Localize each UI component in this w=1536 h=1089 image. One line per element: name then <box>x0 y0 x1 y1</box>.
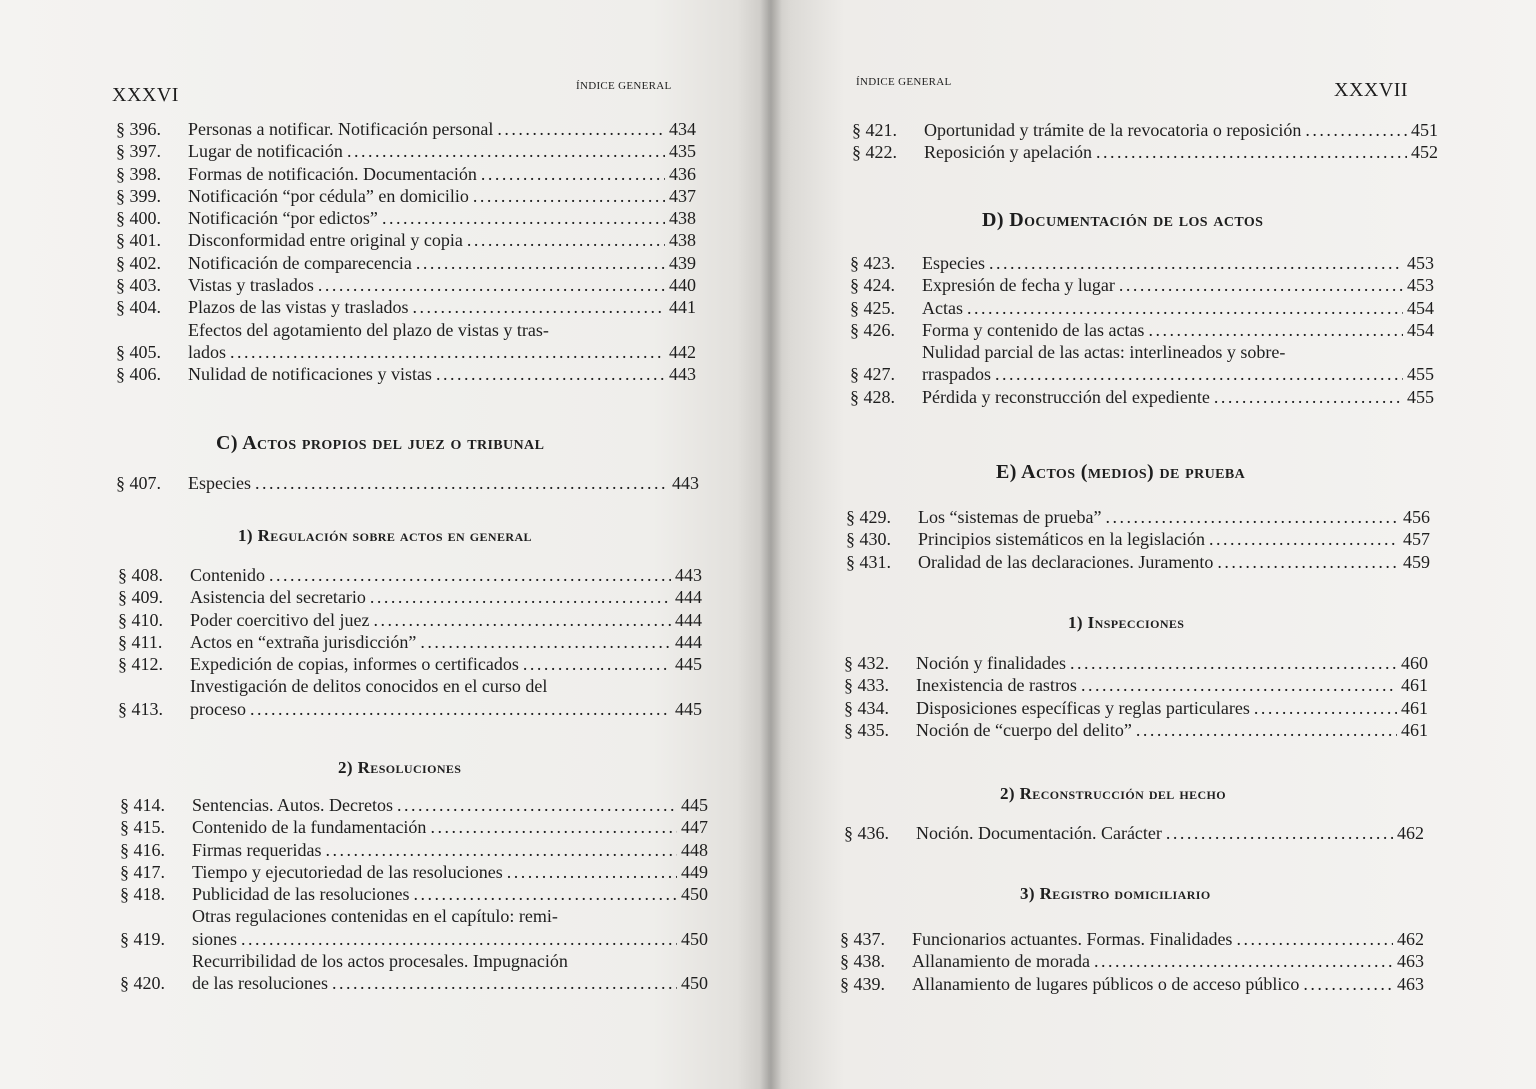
page-ref: 443 <box>675 565 702 585</box>
toc-entry <box>852 141 1438 163</box>
section-number: § 434. <box>844 697 889 718</box>
page-ref: 440 <box>669 275 696 296</box>
dot-leader <box>1303 973 1393 995</box>
entry-title-line: Efectos del agotamiento del plazo de vistas y tras- <box>188 319 549 340</box>
toc-group <box>118 564 702 720</box>
entry-title: siones <box>192 928 237 949</box>
toc-entry <box>116 319 696 364</box>
toc-entry <box>846 551 1430 573</box>
entry-title: Disposiciones específicas y reglas particulares <box>916 697 1250 718</box>
page-ref: 454 <box>1407 319 1434 340</box>
page-ref: 444 <box>675 631 702 652</box>
entry-title: lados <box>188 341 226 362</box>
dot-leader <box>1254 697 1397 719</box>
page-ref: 438 <box>669 208 696 229</box>
entry-title: Allanamiento de lugares públicos o de acceso público <box>912 973 1300 994</box>
entry-title: Principios sistemáticos en la legislación <box>918 529 1205 550</box>
page-ref: 445 <box>675 698 702 719</box>
dot-leader <box>250 698 671 720</box>
page-ref: 462 <box>1397 823 1424 843</box>
page-ref: 434 <box>669 119 696 139</box>
dot-leader <box>473 185 665 207</box>
page-ref: 460 <box>1401 653 1428 673</box>
entry-title: Oralidad de las declaraciones. Juramento <box>918 551 1214 572</box>
section-number: § 424. <box>850 275 895 296</box>
section-number: § 435. <box>844 719 889 740</box>
dot-leader <box>467 229 665 251</box>
entry-title: Publicidad de las resoluciones <box>192 884 410 905</box>
book-gutter <box>760 0 782 1089</box>
toc-entry <box>116 363 696 385</box>
toc-entry <box>120 794 708 816</box>
section-number: § 419. <box>120 928 165 949</box>
page-ref: 453 <box>1407 253 1434 273</box>
dot-leader <box>1094 950 1393 972</box>
section-number: § 417. <box>120 861 165 882</box>
toc-entry <box>118 609 702 631</box>
section-number: § 400. <box>116 208 161 229</box>
right-page <box>768 0 1536 1089</box>
entry-title: Expedición de copias, informes o certificados <box>190 654 519 675</box>
section-heading: E) Actos (medios) de prueba <box>996 461 1246 483</box>
dot-leader <box>269 564 671 586</box>
page-ref: 445 <box>675 654 702 675</box>
subsection-heading: 2) Resoluciones <box>338 758 462 777</box>
entry-title: Disconformidad entre original y copia <box>188 230 463 251</box>
dot-leader <box>1166 822 1393 844</box>
page-number: XXXVI <box>112 84 179 106</box>
entry-title: Contenido <box>190 565 265 585</box>
section-number: § 433. <box>844 675 889 696</box>
entry-title: Sentencias. Autos. Decretos <box>192 795 393 815</box>
page-ref: 447 <box>681 817 708 838</box>
section-number: § 399. <box>116 185 161 206</box>
page-ref: 461 <box>1401 697 1428 718</box>
page-ref: 437 <box>669 185 696 206</box>
toc-entry <box>118 586 702 608</box>
section-number: § 397. <box>116 141 161 162</box>
toc-entry <box>840 950 1424 972</box>
section-number: § 409. <box>118 587 163 608</box>
section-number: § 420. <box>120 973 165 994</box>
section-number: § 401. <box>116 230 161 251</box>
page-ref: 444 <box>675 609 702 630</box>
dot-leader <box>332 972 677 994</box>
toc-entry <box>118 564 702 586</box>
page-ref: 451 <box>1411 120 1438 140</box>
entry-title: Reposición y apelación <box>924 142 1092 163</box>
entry-title: Funcionarios actuantes. Formas. Finalidades <box>912 929 1233 949</box>
section-number: § 423. <box>850 253 895 273</box>
toc-group <box>852 119 1438 164</box>
dot-leader <box>989 252 1403 274</box>
toc-entry <box>116 118 696 140</box>
entry-title: Contenido de la fundamentación <box>192 817 427 838</box>
page-ref: 457 <box>1403 529 1430 550</box>
page-ref: 444 <box>675 587 702 608</box>
section-number: § 411. <box>118 631 163 652</box>
toc-entry <box>118 631 702 653</box>
page-ref: 442 <box>669 341 696 362</box>
dot-leader <box>347 140 665 162</box>
toc-entry <box>840 928 1424 950</box>
entry-title: Notificación “por cédula” en domicilio <box>188 185 469 206</box>
toc-entry <box>844 822 1424 844</box>
page-ref: 450 <box>681 928 708 949</box>
entry-title: Firmas requeridas <box>192 839 322 860</box>
subsection-heading: 3) Registro domiciliario <box>1020 884 1211 903</box>
section-number: § 429. <box>846 507 891 527</box>
subsection-heading: 1) Inspecciones <box>1068 613 1185 632</box>
section-number: § 427. <box>850 364 895 385</box>
section-number: § 398. <box>116 163 161 184</box>
toc-entry <box>120 883 708 905</box>
toc-group <box>844 652 1428 741</box>
dot-leader <box>967 297 1403 319</box>
dot-leader <box>1081 674 1397 696</box>
entry-title: Tiempo y ejecutoriedad de las resoluciones <box>192 861 503 882</box>
toc-entry <box>118 653 702 675</box>
dot-leader <box>255 472 668 494</box>
dot-leader <box>1119 274 1403 296</box>
section-number: § 402. <box>116 252 161 273</box>
page-ref: 459 <box>1403 551 1430 572</box>
page-ref: 436 <box>669 163 696 184</box>
page-ref: 452 <box>1411 142 1438 163</box>
page-ref: 461 <box>1401 675 1428 696</box>
subsection-heading: 1) Regulación sobre actos en general <box>238 526 532 545</box>
entry-title: Pérdida y reconstrucción del expediente <box>922 386 1210 407</box>
toc-entry <box>120 816 708 838</box>
subsection-heading: 2) Reconstrucción del hecho <box>1000 784 1227 803</box>
section-number: § 439. <box>840 973 885 994</box>
entry-title: Formas de notificación. Documentación <box>188 163 477 184</box>
dot-leader <box>1070 652 1397 674</box>
page-ref: 461 <box>1401 719 1428 740</box>
toc-entry <box>850 274 1434 296</box>
toc-entry <box>120 950 708 995</box>
dot-leader <box>497 118 665 140</box>
entry-title-line: Investigación de delitos conocidos en el curso del <box>190 676 548 697</box>
section-number: § 437. <box>840 929 885 949</box>
section-heading: C) Actos propios del juez o tribunal <box>216 432 545 454</box>
section-number: § 438. <box>840 951 885 972</box>
section-number: § 421. <box>852 120 897 140</box>
dot-leader <box>1136 719 1397 741</box>
dot-leader <box>230 341 665 363</box>
page-ref: 454 <box>1407 297 1434 318</box>
section-number: § 432. <box>844 653 889 673</box>
page-ref: 443 <box>669 364 696 385</box>
entry-title: Notificación de comparecencia <box>188 252 412 273</box>
page-ref: 438 <box>669 230 696 251</box>
toc-entry <box>116 229 696 251</box>
entry-title: Noción. Documentación. Carácter <box>916 823 1162 843</box>
entry-title: Forma y contenido de las actas <box>922 319 1145 340</box>
entry-title: Actos en “extraña jurisdicción” <box>190 631 417 652</box>
entry-title: Especies <box>188 473 251 493</box>
toc-group <box>120 794 708 995</box>
section-number: § 431. <box>846 551 891 572</box>
toc-entry <box>840 973 1424 995</box>
entry-title-line: Recurribilidad de los actos procesales. Impugnación <box>192 951 568 972</box>
section-number: § 408. <box>118 565 163 585</box>
dot-leader <box>420 631 671 653</box>
dot-leader <box>1236 928 1393 950</box>
dot-leader <box>523 653 671 675</box>
section-number: § 412. <box>118 654 163 675</box>
section-number: § 406. <box>116 364 161 385</box>
toc-entry <box>116 252 696 274</box>
page-ref: 445 <box>681 795 708 815</box>
dot-leader <box>995 363 1403 385</box>
entry-title: Nulidad de notificaciones y vistas <box>188 364 432 385</box>
toc-entry <box>852 119 1438 141</box>
toc-entry <box>846 528 1430 550</box>
page-ref: 453 <box>1407 275 1434 296</box>
running-head: ÍNDICE GENERAL <box>576 80 672 92</box>
page-number: XXXVII <box>1334 79 1409 101</box>
entry-title: Noción de “cuerpo del delito” <box>916 719 1132 740</box>
toc-entry <box>116 163 696 185</box>
page-ref: 455 <box>1407 386 1434 407</box>
section-number: § 436. <box>844 823 889 843</box>
dot-leader <box>1105 506 1399 528</box>
toc-entry <box>844 719 1428 741</box>
toc-entry <box>116 296 696 318</box>
entry-title: Asistencia del secretario <box>190 587 366 608</box>
entry-title: Noción y finalidades <box>916 653 1066 673</box>
entry-title: de las resoluciones <box>192 973 328 994</box>
dot-leader <box>318 274 665 296</box>
toc-entry <box>116 185 696 207</box>
toc-group <box>846 506 1430 573</box>
section-number: § 405. <box>116 341 161 362</box>
dot-leader <box>430 816 677 838</box>
toc-entry <box>850 252 1434 274</box>
page-ref: 441 <box>669 297 696 318</box>
dot-leader <box>1217 551 1399 573</box>
toc-entry <box>850 319 1434 341</box>
dot-leader <box>1305 119 1407 141</box>
page-ref: 448 <box>681 839 708 860</box>
entry-title: Actas <box>922 297 963 318</box>
entry-title: Personas a notificar. Notificación personal <box>188 119 494 139</box>
section-number: § 430. <box>846 529 891 550</box>
page-ref: 450 <box>681 884 708 905</box>
section-number: § 428. <box>850 386 895 407</box>
page-ref: 455 <box>1407 364 1434 385</box>
section-number: § 396. <box>116 119 161 139</box>
toc-group <box>116 118 696 386</box>
entry-title: proceso <box>190 698 246 719</box>
section-number: § 418. <box>120 884 165 905</box>
dot-leader <box>481 163 665 185</box>
dot-leader <box>1214 386 1403 408</box>
entry-title: rraspados <box>922 364 991 385</box>
dot-leader <box>397 794 677 816</box>
dot-leader <box>1209 528 1399 550</box>
entry-title: Los “sistemas de prueba” <box>918 507 1102 527</box>
page-ref: 463 <box>1397 951 1424 972</box>
dot-leader <box>436 363 665 385</box>
entry-title: Poder coercitivo del juez <box>190 609 370 630</box>
section-number: § 407. <box>116 473 161 493</box>
page-ref: 450 <box>681 973 708 994</box>
section-number: § 403. <box>116 275 161 296</box>
dot-leader <box>382 207 665 229</box>
toc-entry <box>120 839 708 861</box>
toc-entry <box>116 472 699 494</box>
dot-leader <box>1096 141 1407 163</box>
toc-entry <box>116 274 696 296</box>
toc-group <box>844 822 1424 844</box>
dot-leader <box>373 609 671 631</box>
toc-entry <box>118 675 702 720</box>
toc-entry <box>120 861 708 883</box>
entry-title: Inexistencia de rastros <box>916 675 1077 696</box>
toc-entry <box>844 697 1428 719</box>
dot-leader <box>412 296 665 318</box>
dot-leader <box>1148 319 1403 341</box>
entry-title: Vistas y traslados <box>188 275 314 296</box>
page-ref: 435 <box>669 141 696 162</box>
toc-entry <box>844 652 1428 674</box>
entry-title: Expresión de fecha y lugar <box>922 275 1115 296</box>
dot-leader <box>507 861 677 883</box>
dot-leader <box>241 928 677 950</box>
page-ref: 462 <box>1397 929 1424 949</box>
entry-title: Plazos de las vistas y traslados <box>188 297 409 318</box>
page-ref: 443 <box>672 473 699 493</box>
entry-title: Oportunidad y trámite de la revocatoria o reposición <box>924 120 1302 140</box>
running-head: ÍNDICE GENERAL <box>856 76 952 88</box>
toc-entry <box>850 386 1434 408</box>
page-ref: 463 <box>1397 973 1424 994</box>
entry-title-line: Otras regulaciones contenidas en el capítulo: remi- <box>192 906 558 927</box>
section-number: § 404. <box>116 297 161 318</box>
dot-leader <box>325 839 677 861</box>
section-number: § 422. <box>852 142 897 163</box>
page-ref: 449 <box>681 861 708 882</box>
toc-entry <box>120 905 708 950</box>
toc-entry <box>844 674 1428 696</box>
toc-entry <box>116 140 696 162</box>
page-ref: 456 <box>1403 507 1430 527</box>
section-heading: D) Documentación de los actos <box>982 209 1264 231</box>
toc-group <box>116 472 699 494</box>
dot-leader <box>370 586 671 608</box>
section-number: § 425. <box>850 297 895 318</box>
section-number: § 416. <box>120 839 165 860</box>
entry-title: Allanamiento de morada <box>912 951 1090 972</box>
entry-title: Notificación “por edictos” <box>188 208 378 229</box>
toc-group <box>850 252 1434 408</box>
dot-leader <box>416 252 665 274</box>
section-number: § 410. <box>118 609 163 630</box>
section-number: § 415. <box>120 817 165 838</box>
dot-leader <box>413 883 677 905</box>
toc-group <box>840 928 1424 995</box>
section-number: § 426. <box>850 319 895 340</box>
entry-title-line: Nulidad parcial de las actas: interlineados y sobre- <box>922 342 1286 363</box>
page-ref: 439 <box>669 252 696 273</box>
section-number: § 414. <box>120 795 165 815</box>
section-number: § 413. <box>118 698 163 719</box>
toc-entry <box>846 506 1430 528</box>
toc-entry <box>850 297 1434 319</box>
toc-entry <box>850 341 1434 386</box>
entry-title: Lugar de notificación <box>188 141 343 162</box>
entry-title: Especies <box>922 253 985 273</box>
toc-entry <box>116 207 696 229</box>
